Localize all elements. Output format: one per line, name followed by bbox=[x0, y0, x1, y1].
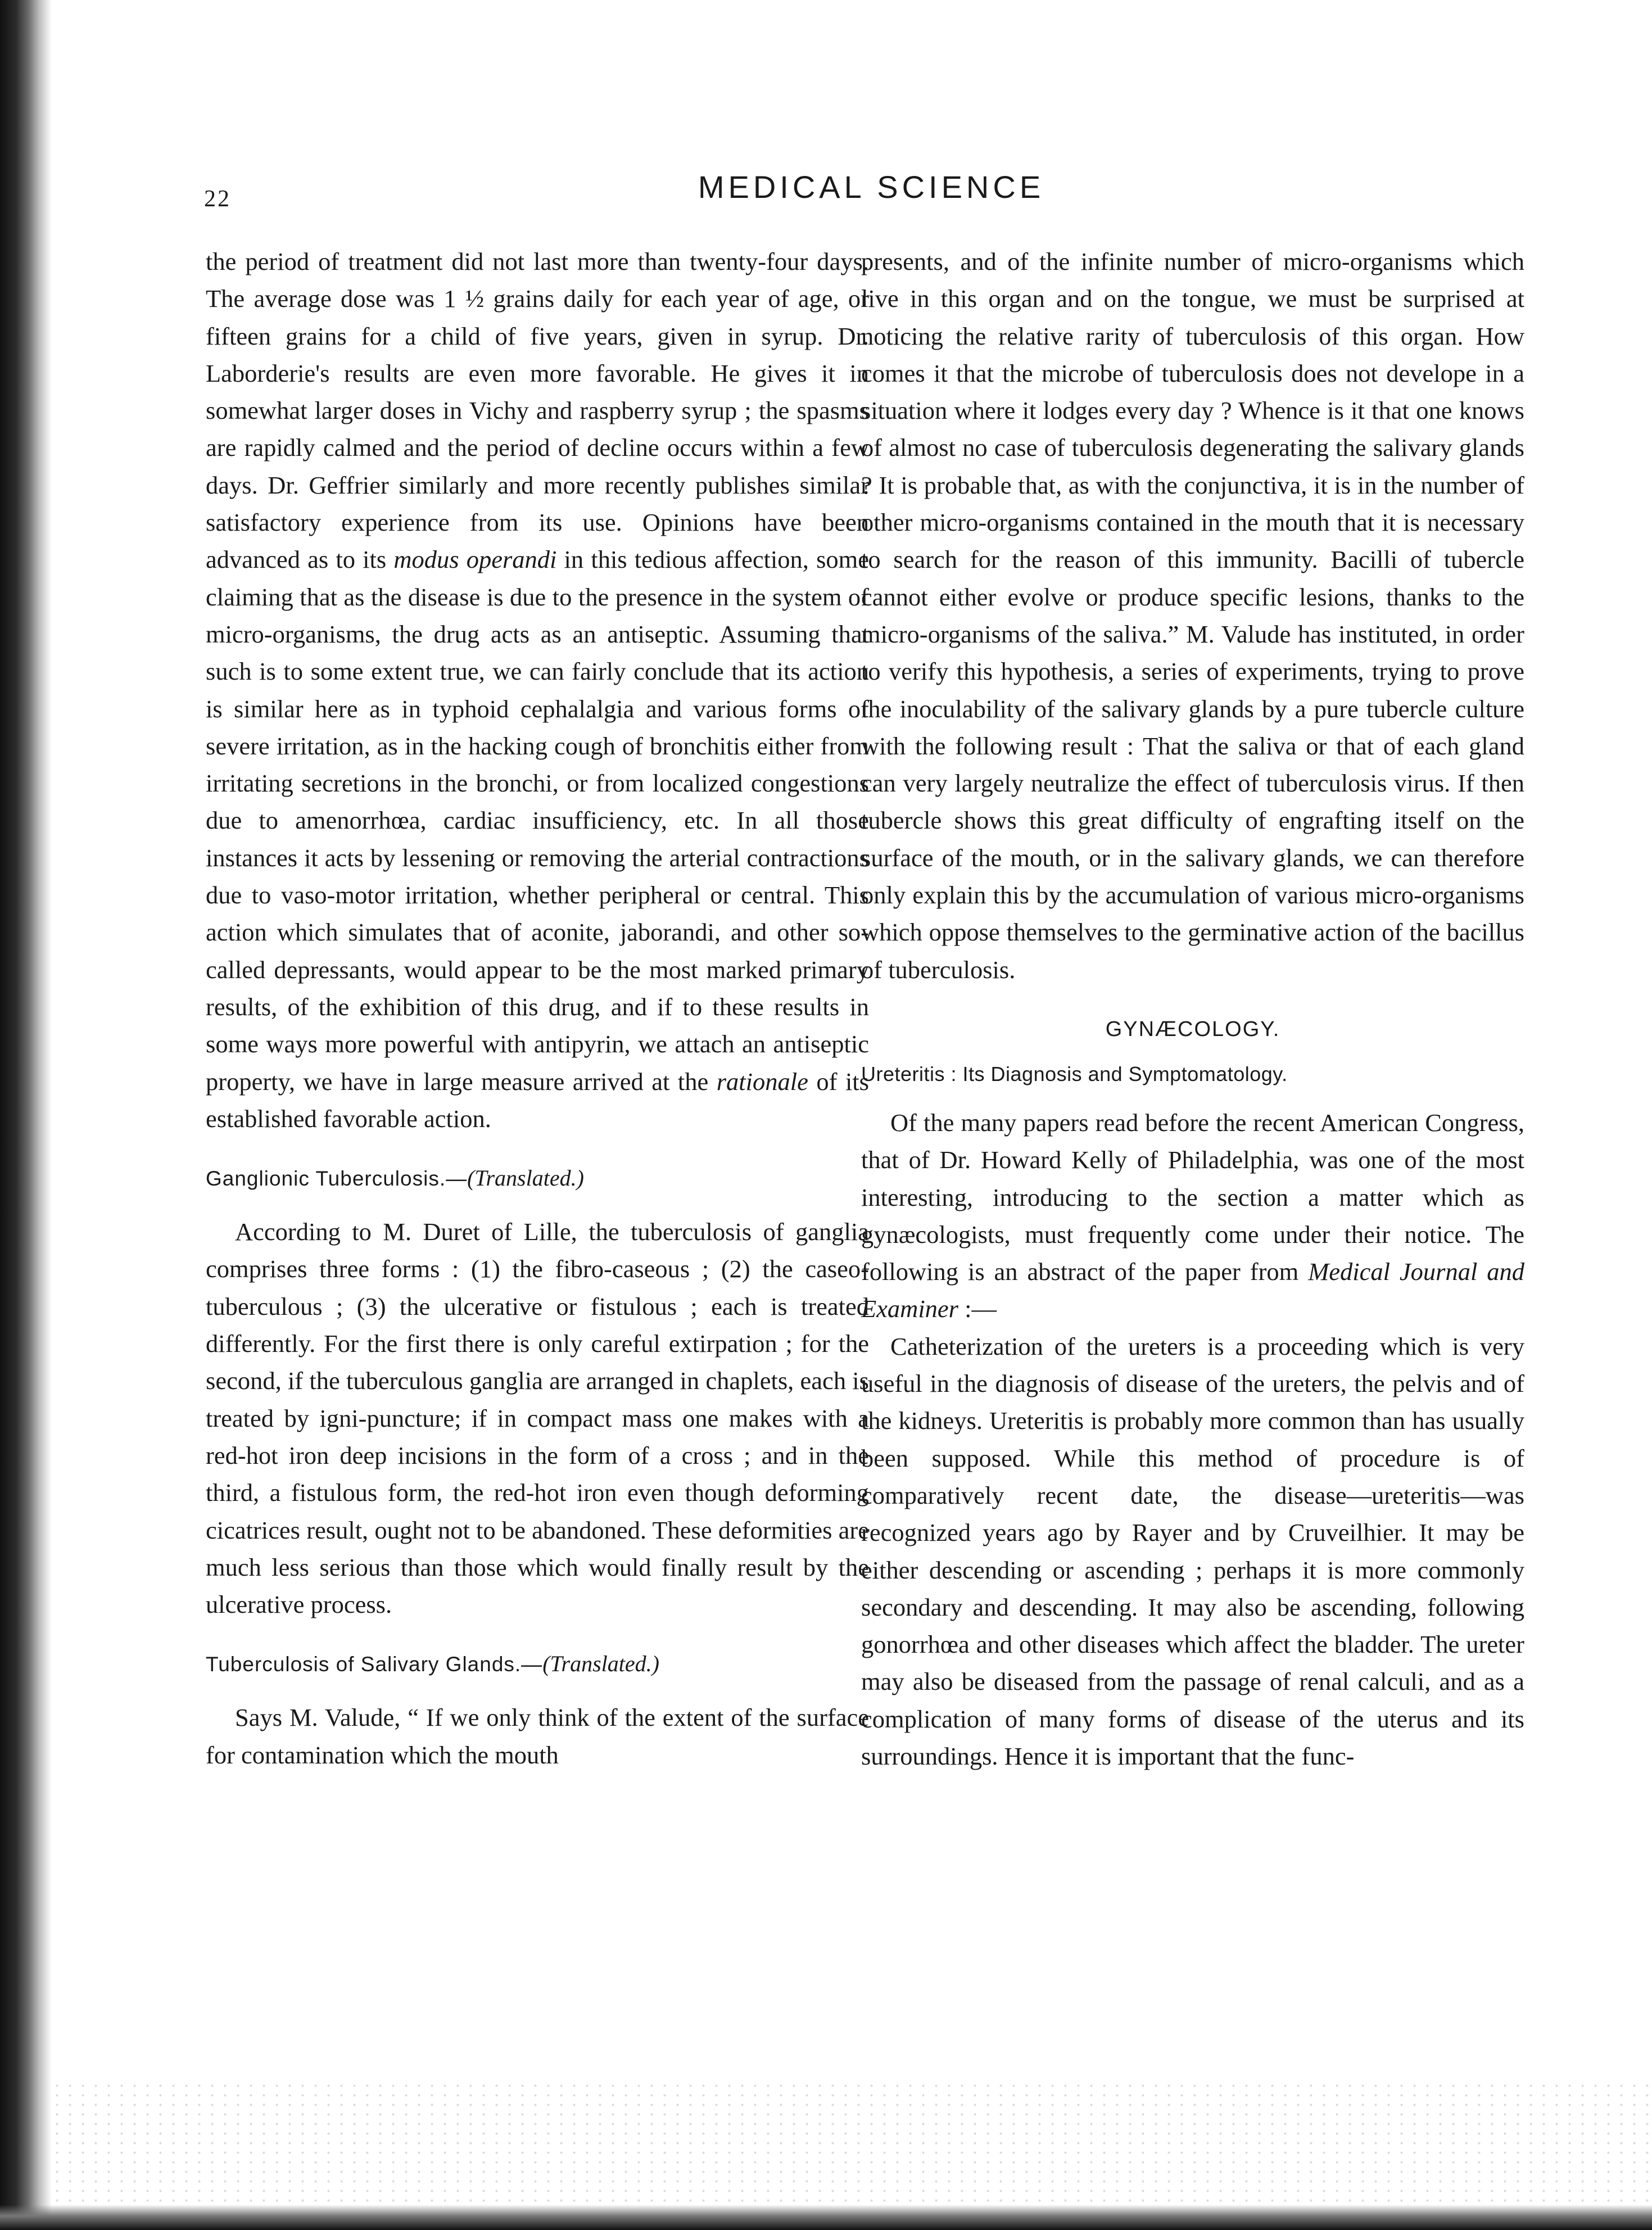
paragraph: Catheterization of the ureters is a proceeding which is very useful in the diagnosis of disease of the ureters, the pelvis and of the kidneys. Ureteritis is probably more common than has usually been supposed. While this method of procedure is of comparatively recent date, the disease—ureteritis—was recognized years ago by Rayer and by Cruveilhier. It may be either descending or ascending ; perhaps it is more commonly secondary and descending. It may also be ascending, following gonorrhœa and other diseases which affect the bladder. The ureter may also be diseased from the passage of renal calculi, and as a complication of many forms of disease of the uterus and its surroundings. Hence it is important that the func- bbox=[861, 1332, 1524, 1770]
page-number: 22 bbox=[204, 186, 231, 212]
paragraph: Says M. Valude, “ If we only think of the extent of the surface for contamination which the mouth bbox=[206, 1703, 869, 1769]
paragraph: Of the many papers read before the recent American Congress, that of Dr. Howard Kelly of Philadelphia, was one of the most interesting, introducing to the section a matter which as gynæcologists, must frequently come under their notice. The following is an abstract of the paper from Medical Journal and Examiner :— bbox=[861, 1108, 1524, 1323]
right-column bbox=[861, 243, 1524, 1775]
scan-edge-bottom bbox=[0, 2205, 1652, 2230]
running-title: MEDICAL SCIENCE bbox=[698, 169, 1045, 205]
section-heading-salivary-glands: Tuberculosis of Salivary Glands.—(Translated.) bbox=[206, 1651, 659, 1677]
left-column bbox=[206, 243, 869, 1774]
paragraph: the period of treatment did not last more than twenty-four days. The average dose was 1 ½ grains daily for each year of age, or fifteen grains for a child of five years, given in syrup. Dr. Laborderie's results are even more favorable. He gives it in somewhat larger doses in Vichy and raspberry syrup ; the spasms are rapidly calmed and the period of decline occurs within a few days. Dr. Geffrier similarly and more recently publishes similar satisfactory experience from its use. Opinions have been advanced as to its modus operandi in this tedious affection, some claiming that as the disease is due to the presence in the system of micro-organisms, the drug acts as an antiseptic. Assuming that such is to some extent true, we can fairly conclude that its action is similar here as in typhoid cephalalgia and various forms of severe irritation, as in the hacking cough of bronchitis either from irritating secretions in the bronchi, or from localized congestions due to amenorrhœa, cardiac insufficiency, etc. In all those instances it acts by lessening or removing the arterial contractions due to vaso-motor irritation, whether peripheral or central. This action which simulates that of aconite, jaborandi, and other so-called depressants, would appear to be the most marked primary results, of the exhibition of this drug, and if to these results in some ways more powerful with antipyrin, we attach an antiseptic property, we have in large measure arrived at the rationale of its established favorable action. bbox=[206, 247, 870, 1133]
page-header bbox=[0, 169, 1652, 225]
paragraph: presents, and of the infinite number of micro-organisms which live in this organ and on the tongue, we must be surprised at noticing the relative rarity of tuberculosis of this organ. How comes it that the microbe of tuberculosis does not develope in a situation where it lodges every day ? Whence is it that one knows of almost no case of tuberculosis degenerating the salivary glands ? It is probable that, as with the conjunctiva, it is in the number of other micro-organisms contained in the mouth that it is necessary to search for the reason of this immunity. Bacilli of tubercle cannot either evolve or produce specific lesions, thanks to the micro-organisms of the saliva.” M. Valude has instituted, in order to verify this hypothesis, a series of experiments, trying to prove the inoculability of the salivary glands by a pure tubercle culture with the following result : That the saliva or that of each gland can very largely neutralize the effect of tuberculosis virus. If then tubercle shows this great difficulty of engrafting itself on the surface of the mouth, or in the salivary glands, we can therefore only explain this by the accumulation of various micro-organisms which oppose themselves to the germinative action of the bacillus of tuberculosis. bbox=[861, 247, 1524, 984]
section-heading-ganglionic-tuberculosis: Ganglionic Tuberculosis.—(Translated.) bbox=[206, 1165, 584, 1191]
section-heading-gynaecology: GYNÆCOLOGY. bbox=[1105, 1017, 1280, 1041]
paragraph: According to M. Duret of Lille, the tuberculosis of ganglia comprises three forms : (1) the fibro-caseous ; (2) the caseo-tuberculous ; (3) the ulcerative or fistulous ; each is treated differently. For the first there is only careful extirpation ; for the second, if the tuberculous ganglia are arranged in chaplets, each is treated by igni-puncture; if in compact mass one makes with a red-hot iron deep incisions in the form of a cross ; and in the third, a fistulous form, the red-hot iron even though deforming cicatrices result, ought not to be abandoned. These deformities are much less serious than those which would finally result by the ulcerative process. bbox=[206, 1218, 869, 1619]
subsection-heading-ureteritis: Ureteritis : Its Diagnosis and Symptomatology. bbox=[861, 1062, 1288, 1085]
scan-noise bbox=[51, 2081, 1652, 2205]
scan-edge-left bbox=[0, 0, 52, 2230]
